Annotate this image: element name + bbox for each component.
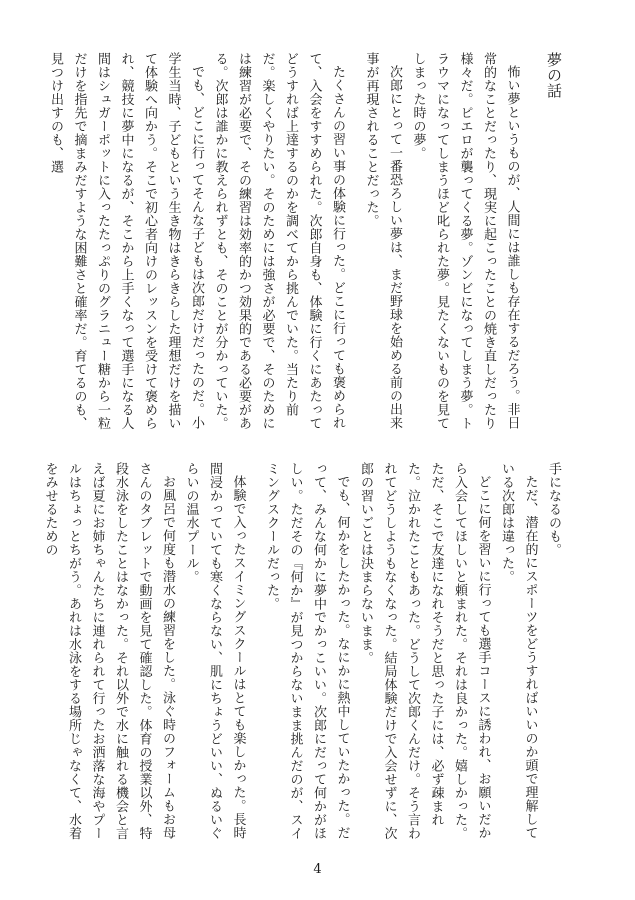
paragraph: 次郎にとって一番恐ろしい夢は、まだ野球を始める前の出来事が再現されることだった。 — [363, 52, 402, 430]
page-title: 夢の話 — [545, 52, 563, 99]
paragraph: お風呂で何度も潜水の練習をした。泳ぐ時のフォームもお母さんのタブレットで動画を見て確認した。体育の授業以外、特段水泳をしたことはなかった。それ以外で水に触れる機会と言えば夏にお姉ちゃんたちに連れられて行ったお洒落な海やプールはちょっとちがう。あれは水泳をする場所じゃなくて、水着をみせるための — [42, 462, 175, 840]
paragraph: ただ、潜在的にスポーツをどうすればいいのか頭で理解している次郎は違った。 — [499, 462, 538, 840]
paragraph: どこに何を習いに行っても選手コースに誘われ、お願いだから入会してほしいと頼まれた。それは良かった。嬉しかった。ただ、そこで友達になれそうだと思った子には、必ず疎まれた。泣かれたこともあった。どうして次郎くんだけ。そう言われてどうしようもなくなった。結局体験だけで入会せずに、次郎の習いごとは決まらないまま。 — [358, 462, 491, 840]
paragraph: 体験で入ったスイミングスクールはとても楽しかった。長時間浸かっていても寒くならない、肌にちょうどいい、ぬるいぐらいの温水プール。 — [183, 462, 246, 840]
paragraph: でも、何かをしたかった。なにかに熱中していたかった。だって、みんな何かに夢中でかっこいい。次郎にだって何かがほしい。ただその『何か』が見つからないまま挑んだのが、スイミングスクールだった。 — [264, 462, 350, 840]
page-number: 4 — [313, 862, 322, 877]
paragraph-continuation: 手になるのも。 — [546, 462, 561, 557]
paragraph: たくさんの習い事の体験に行った。どこに行っても褒められて、入会をすすめられた。次郎自身も、体験に行くにあたってどうすれば上達するのかを調べてから挑んでいた。当たり前だ。楽しくやりたい。そのためには強さが必要で、そのためには練習が必要で、その練習は効率的かつ効果的である必要がある。次郎は誰かに教えられずとも、そのことが分かっていた。 — [212, 52, 345, 430]
paragraph: でも、どこに行ってそんな子どもは次郎だけだったのだ。小学生当時、子どもという生き物はきらきらした理想だけを描いて体験へ向かう。そこで初心者向けのレッスンを受けて褒められ、競技に夢中になるが、そこから上手くなって選手になる人間はシュガーポットに入ったたっぷりのグラニュー糖から一粒だけを指先で摘まみだすような困難さと確率だ。育てるのも、見つけ出すのも、選 — [48, 52, 204, 430]
section-spacer — [250, 462, 260, 848]
paragraph: 怖い夢というものが、人間には誰しも存在するだろう。非日常的なことだったり、現実に起こったことの焼き直しだったり様々だ。ピエロが襲ってくる夢。ゾンビになってしまう夢。トラウマになってしまうほど叱られた夢。見たくないものを見てしまった時の夢。 — [410, 52, 520, 430]
section-spacer — [349, 52, 359, 438]
lower-text-block — [42, 462, 565, 848]
title-spacer — [524, 52, 534, 438]
upper-text-block — [48, 52, 565, 438]
